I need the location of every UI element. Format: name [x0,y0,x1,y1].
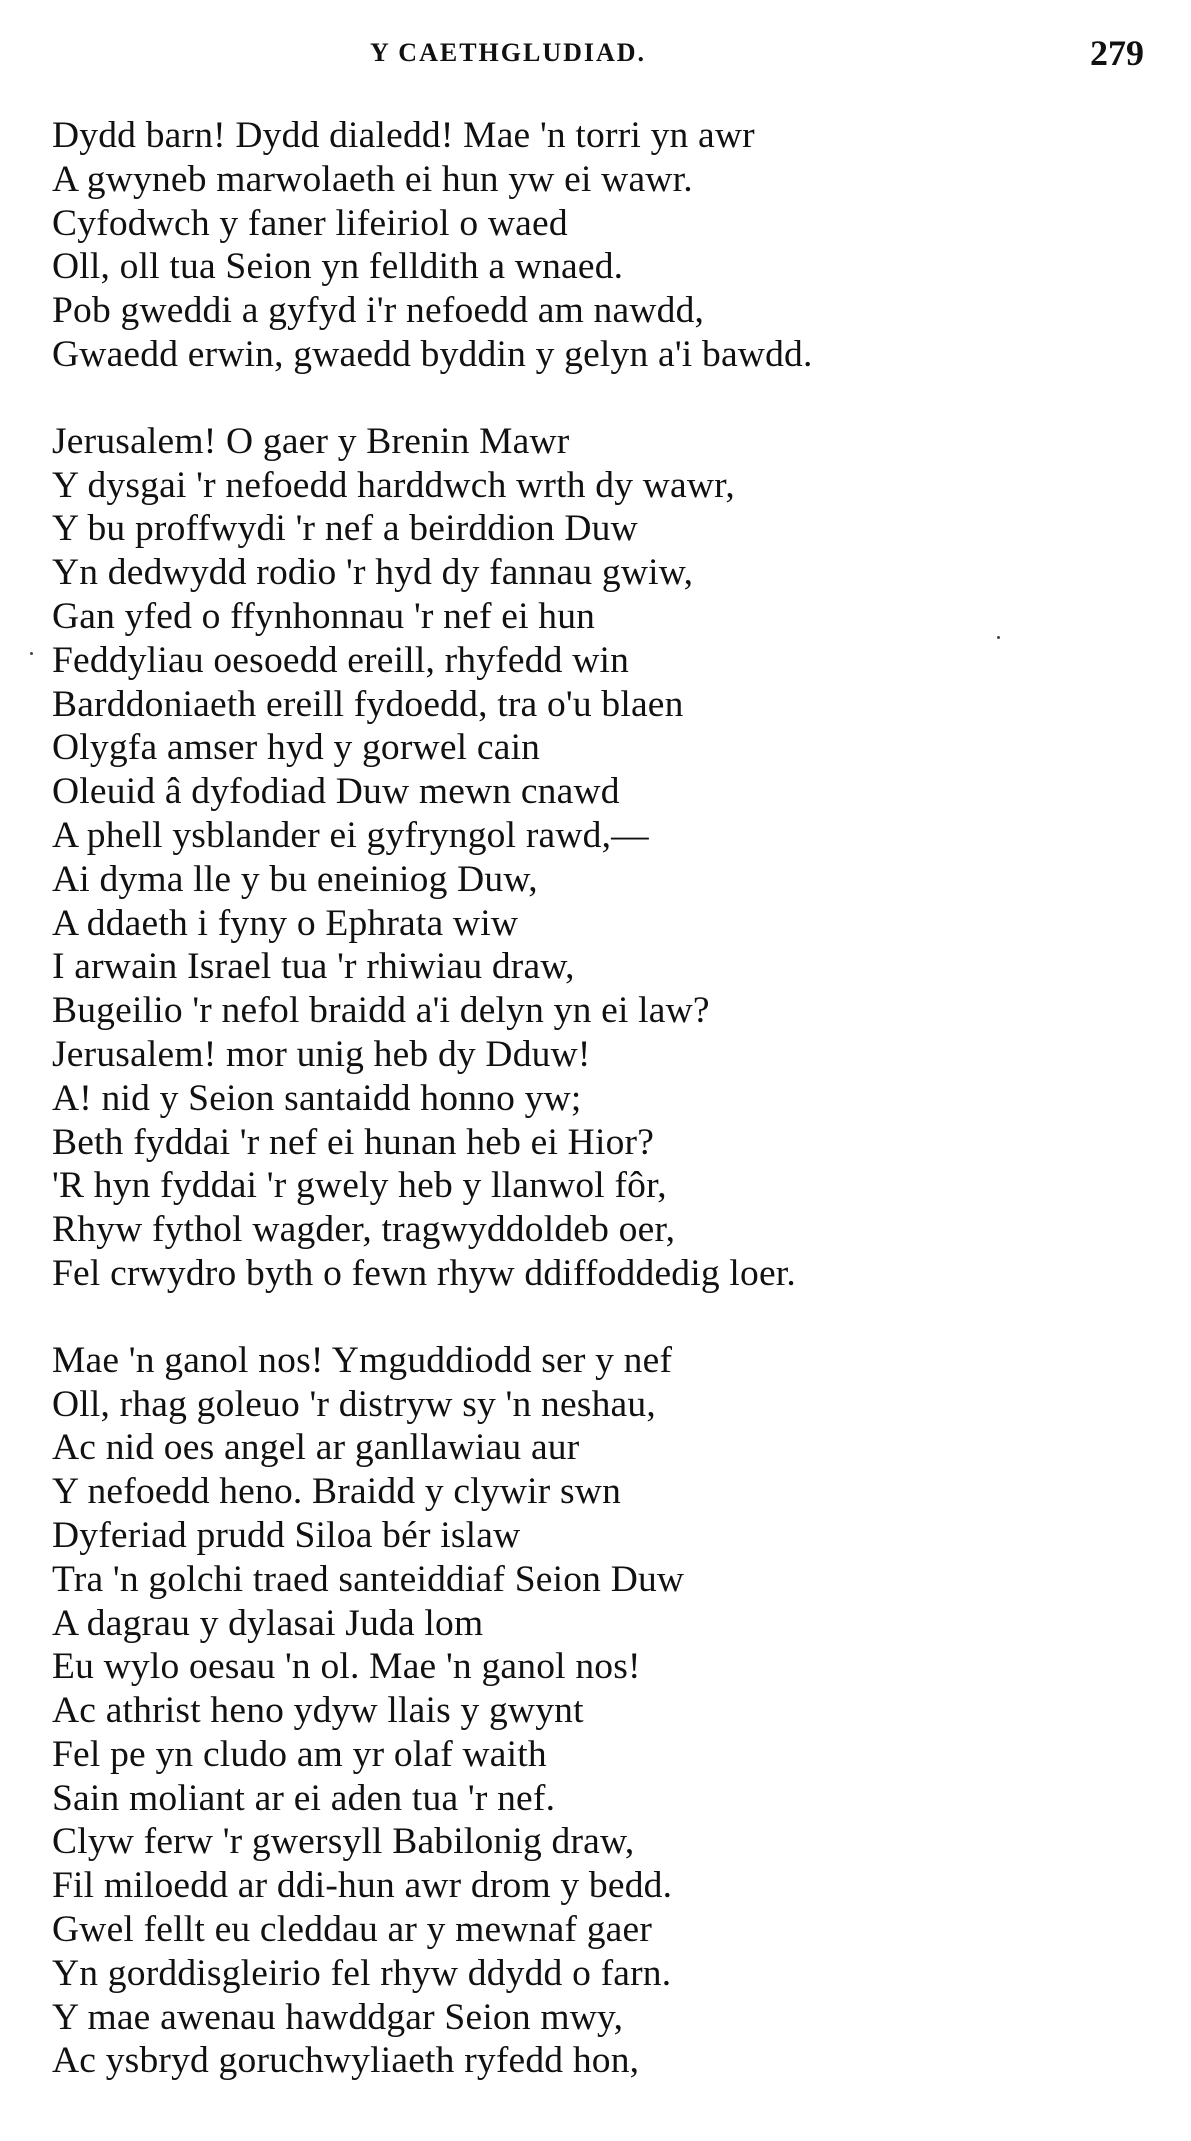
verse-line: Fel pe yn cludo am yr olaf waith [52,1733,547,1775]
verse-line: A dagrau y dylasai Juda lom [52,1602,484,1644]
verse-line: Beth fyddai 'r nef ei hunan heb ei Hior? [52,1121,655,1163]
verse-line: A! nid y Seion santaidd honno yw; [52,1077,582,1119]
verse-line: Ac nid oes angel ar ganllawiau aur [52,1427,580,1469]
verse-line: Fel crwydro byth o fewn rhyw ddiffoddedig loer. [52,1252,796,1294]
verse-line: Ac athrist heno ydyw llais y gwynt [52,1690,584,1732]
verse-line: Gwaedd erwin, gwaedd byddin y gelyn a'i bawdd. [52,333,813,375]
print-speck [997,636,1000,639]
verse-line: Eu wylo oesau 'n ol. Mae 'n ganol nos! [52,1646,641,1688]
verse-line: Dyferiad prudd Siloa bér islaw [52,1514,521,1556]
verse-line: A phell ysblander ei gyfryngol rawd,— [52,814,649,856]
running-header [0,34,1191,74]
verse-line: Tra 'n golchi traed santeiddiaf Seion Duw [52,1558,685,1600]
verse-line: 'R hyn fyddai 'r gwely heb y llanwol fôr, [52,1165,667,1207]
verse-line: Jerusalem! mor unig heb dy Dduw! [52,1033,591,1075]
verse-line: Mae 'n ganol nos! Ymguddiodd ser y nef [52,1339,673,1381]
verse-line: Gwel fellt eu cleddau ar y mewnaf gaer [52,1909,653,1951]
verse-line: Clyw ferw 'r gwersyll Babilonig draw, [52,1821,635,1863]
verse-line: Oleuid â dyfodiad Duw mewn cnawd [52,771,620,813]
verse-line: A gwyneb marwolaeth ei hun yw ei wawr. [52,158,693,200]
page-number: 279 [1090,33,1144,73]
verse-line: Dydd barn! Dydd dialedd! Mae 'n torri yn awr [52,115,755,156]
verse-line: Ac ysbryd goruchwyliaeth ryfedd hon, [52,2040,640,2082]
stanza-1 [52,114,1152,377]
verse-line: Bugeilio 'r nefol braidd a'i delyn yn ei law? [52,990,710,1032]
running-title: Y CAETHGLUDIAD. [370,38,647,67]
verse-line: Yn gorddisgleirio fel rhyw ddydd o farn. [52,1952,672,1994]
verse-line: Jerusalem! O gaer y Brenin Mawr [52,420,570,462]
verse-line: Feddyliau oesoedd ereill, rhyfedd win [52,639,630,681]
poem-body [52,114,1152,2126]
verse-line: Y mae awenau hawddgar Seion mwy, [52,1996,624,2038]
verse-line: Olygfa amser hyd y gorwel cain [52,727,541,769]
verse-line: Pob gweddi a gyfyd i'r nefoedd am nawdd, [52,290,705,332]
verse-line: Fil miloedd ar ddi-hun awr drom y bedd. [52,1865,673,1907]
verse-line: Y nefoedd heno. Braidd y clywir swn [52,1471,622,1513]
stanza-3 [52,1339,1152,2084]
verse-line: Barddoniaeth ereill fydoedd, tra o'u blaen [52,683,684,725]
verse-line: Sain moliant ar ei aden tua 'r nef. [52,1777,556,1819]
verse-line: A ddaeth i fyny o Ephrata wiw [52,902,519,944]
print-speck [30,652,33,655]
verse-line: Cyfodwch y faner lifeiriol o waed [52,202,568,244]
verse-line: Rhyw fythol wagder, tragwyddoldeb oer, [52,1209,676,1251]
verse-line: Oll, oll tua Seion yn felldith a wnaed. [52,246,624,288]
verse-line: I arwain Israel tua 'r rhiwiau draw, [52,946,575,988]
verse-line: Gan yfed o ffynhonnau 'r nef ei hun [52,595,596,637]
stanza-2 [52,420,1152,1296]
verse-line: Oll, rhag goleuo 'r distryw sy 'n neshau, [52,1383,656,1425]
verse-line: Y dysgai 'r nefoedd harddwch wrth dy wawr, [52,464,735,506]
verse-line: Ai dyma lle y bu eneiniog Duw, [52,858,538,900]
verse-line: Yn dedwydd rodio 'r hyd dy fannau gwiw, [52,552,694,594]
verse-line: Y bu proffwydi 'r nef a beirddion Duw [52,508,638,550]
